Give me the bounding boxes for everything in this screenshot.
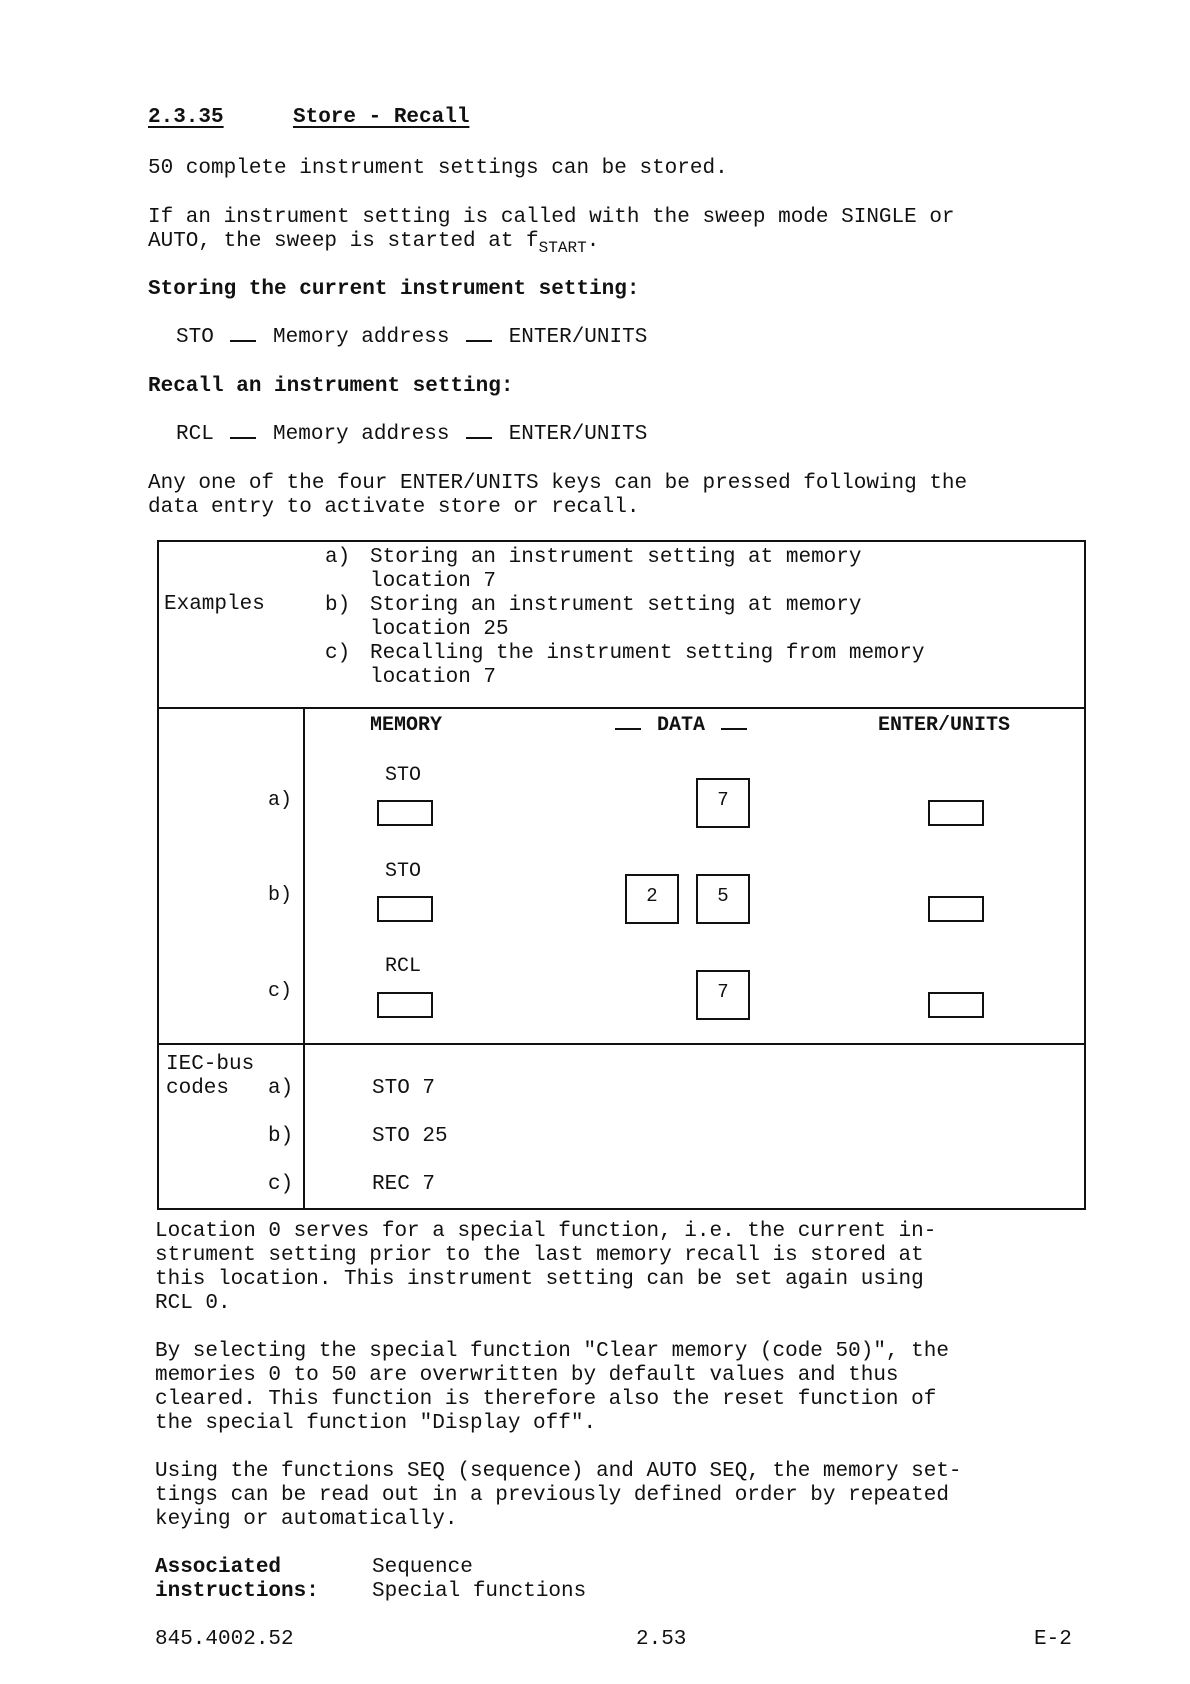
- section-title: Store - Recall: [293, 106, 470, 129]
- intro-paragraph-2-line-1: If an instrument setting is called with the sweep mode SINGLE or: [148, 206, 955, 229]
- row-a-letter: a): [268, 789, 293, 812]
- row-a-data-key-7: 7: [696, 778, 750, 828]
- header-memory: MEMORY: [370, 714, 443, 737]
- row-b-data-key-5: 5: [696, 874, 750, 924]
- iec-a-code: STO 7: [372, 1077, 436, 1100]
- iec-b-code: STO 25: [372, 1125, 448, 1148]
- section-number: 2.3.35: [148, 106, 224, 129]
- location-paragraph-line-3: this location. This instrument setting can be set again using: [155, 1268, 924, 1291]
- note-line-2: data entry to activate store or recall.: [148, 496, 640, 519]
- footer-edition: E-2: [1034, 1628, 1072, 1651]
- fstart-subscript: START: [538, 239, 587, 257]
- storing-sequence: STO Memory address ENTER/UNITS: [176, 326, 648, 349]
- recall-sequence: RCL Memory address ENTER/UNITS: [176, 423, 648, 446]
- clear-paragraph-line-3: cleared. This function is therefore also the reset function of: [155, 1388, 937, 1411]
- iec-label-2: codes: [166, 1077, 230, 1100]
- example-c-letter: c): [325, 642, 351, 665]
- associated-label-1: Associated: [155, 1556, 282, 1579]
- iec-a-letter: a): [268, 1077, 294, 1100]
- iec-c-letter: c): [268, 1173, 294, 1196]
- row-a-enter-key: [928, 800, 984, 826]
- example-a-line-2: location 7: [370, 570, 497, 593]
- iec-b-letter: b): [268, 1125, 294, 1148]
- example-c-line-2: location 7: [370, 666, 497, 689]
- example-c-line-1: Recalling the instrument setting from memory: [370, 642, 925, 665]
- clear-paragraph-line-1: By selecting the special function "Clear memory (code 50)", the: [155, 1340, 949, 1363]
- seq-paragraph-line-3: keying or automatically.: [155, 1508, 458, 1531]
- row-a-memory-label: STO: [385, 764, 422, 787]
- location-paragraph-line-1: Location 0 serves for a special function, i.e. the current in-: [155, 1220, 937, 1243]
- row-c-memory-label: RCL: [385, 955, 422, 978]
- row-c-data-key-7: 7: [696, 970, 750, 1020]
- row-b-letter: b): [268, 884, 293, 907]
- row-c-memory-key: [377, 992, 433, 1018]
- header-enter-units: ENTER/UNITS: [878, 714, 1011, 737]
- footer-document-number: 845.4002.52: [155, 1628, 294, 1651]
- row-b-enter-key: [928, 896, 984, 922]
- seq-paragraph-line-1: Using the functions SEQ (sequence) and AUTO SEQ, the memory set-: [155, 1460, 962, 1483]
- example-b-line-2: location 25: [370, 618, 509, 641]
- row-b-memory-label: STO: [385, 860, 422, 883]
- location-paragraph-line-2: strument setting prior to the last memory recall is stored at: [155, 1244, 924, 1267]
- note-line-1: Any one of the four ENTER/UNITS keys can be pressed following the: [148, 472, 968, 495]
- iec-label-1: IEC-bus: [166, 1053, 255, 1076]
- recall-heading: Recall an instrument setting:: [148, 375, 514, 398]
- examples-label: Examples: [164, 593, 265, 616]
- clear-paragraph-line-4: the special function "Display off".: [155, 1412, 597, 1435]
- row-c-enter-key: [928, 992, 984, 1018]
- associated-item-sequence: Sequence: [372, 1556, 473, 1579]
- associated-item-special-functions: Special functions: [372, 1580, 587, 1603]
- clear-paragraph-line-2: memories 0 to 50 are overwritten by default values and thus: [155, 1364, 899, 1387]
- iec-c-code: REC 7: [372, 1173, 436, 1196]
- row-b-data-key-2: 2: [625, 874, 679, 924]
- associated-label-2: instructions:: [155, 1580, 319, 1603]
- row-b-memory-key: [377, 896, 433, 922]
- example-a-letter: a): [325, 546, 351, 569]
- intro-paragraph-1: 50 complete instrument settings can be stored.: [148, 157, 728, 180]
- example-a-line-1: Storing an instrument setting at memory: [370, 546, 862, 569]
- footer-page-number: 2.53: [636, 1628, 687, 1651]
- example-b-line-1: Storing an instrument setting at memory: [370, 594, 862, 617]
- example-b-letter: b): [325, 594, 351, 617]
- header-data: DATA: [615, 714, 751, 738]
- location-paragraph-line-4: RCL 0.: [155, 1292, 231, 1315]
- row-a-memory-key: [377, 800, 433, 826]
- seq-paragraph-line-2: tings can be read out in a previously defined order by repeated: [155, 1484, 949, 1507]
- row-c-letter: c): [268, 980, 293, 1003]
- intro-paragraph-2-line-2: AUTO, the sweep is started at $f_{START}$.: [148, 230, 600, 257]
- storing-heading: Storing the current instrument setting:: [148, 278, 640, 301]
